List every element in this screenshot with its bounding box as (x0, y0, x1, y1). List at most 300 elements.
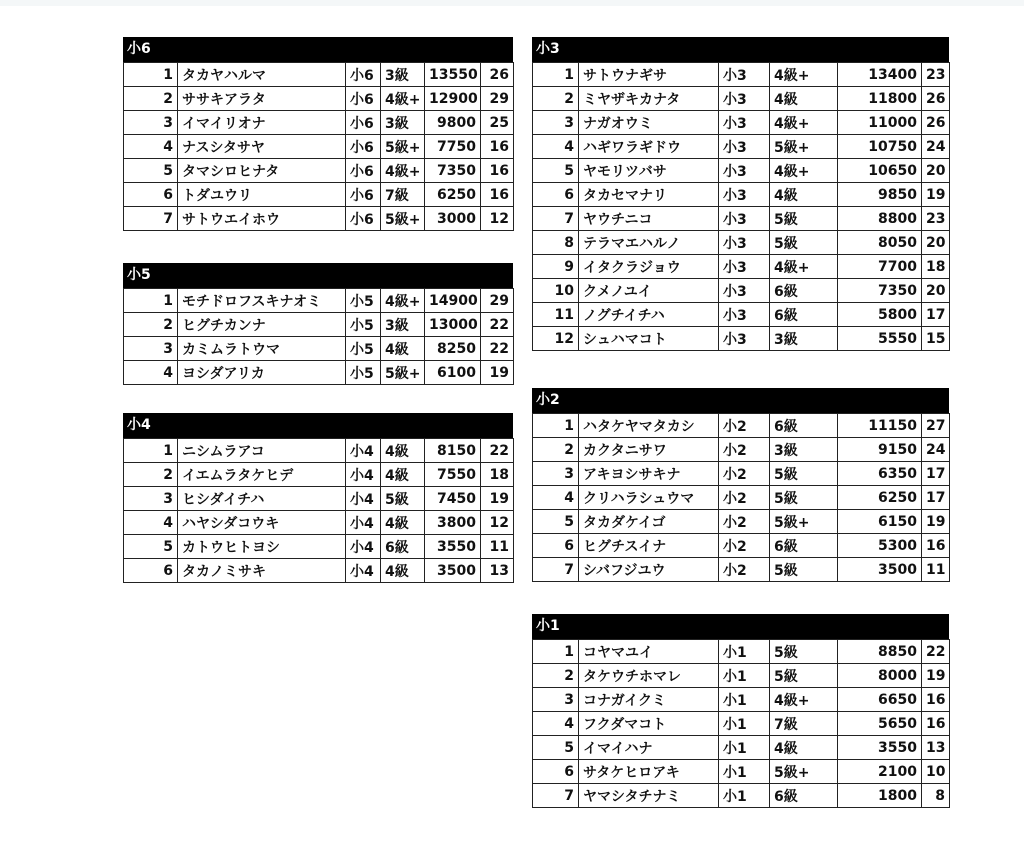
level-cell: 4級+ (381, 87, 425, 111)
score-cell: 13550 (425, 63, 481, 87)
grade-cell: 小3 (719, 255, 770, 279)
count-cell: 13 (922, 736, 950, 760)
count-cell: 16 (922, 534, 950, 558)
group-header: 小5 (123, 263, 513, 288)
grade-cell: 小5 (346, 313, 381, 337)
score-cell: 7750 (425, 135, 481, 159)
count-cell: 20 (922, 279, 950, 303)
rank-cell: 4 (533, 486, 579, 510)
level-cell: 5級+ (770, 510, 838, 534)
grade-cell: 小5 (346, 337, 381, 361)
name-cell: テラマエハルノ (579, 231, 719, 255)
grade-table-g2 (532, 388, 949, 582)
score-cell: 8850 (838, 640, 922, 664)
score-cell: 8000 (838, 664, 922, 688)
level-cell: 4級 (381, 463, 425, 487)
score-cell: 7700 (838, 255, 922, 279)
table-row (533, 327, 950, 351)
name-cell: ヤモリツバサ (579, 159, 719, 183)
level-cell: 4級+ (381, 159, 425, 183)
grade-cell: 小2 (719, 438, 770, 462)
table-row (533, 784, 950, 808)
score-cell: 5800 (838, 303, 922, 327)
grade-cell: 小3 (719, 159, 770, 183)
count-cell: 22 (922, 640, 950, 664)
count-cell: 16 (481, 159, 514, 183)
table-row (124, 207, 514, 231)
grade-cell: 小3 (719, 231, 770, 255)
table-row (124, 135, 514, 159)
rank-cell: 5 (124, 159, 178, 183)
rank-cell: 5 (533, 736, 579, 760)
level-cell: 5級+ (770, 760, 838, 784)
rank-cell: 2 (124, 87, 178, 111)
rank-cell: 4 (124, 361, 178, 385)
rank-cell: 4 (124, 511, 178, 535)
grade-cell: 小3 (719, 63, 770, 87)
count-cell: 25 (481, 111, 514, 135)
count-cell: 19 (922, 183, 950, 207)
level-cell: 6級 (770, 414, 838, 438)
count-cell: 19 (481, 487, 514, 511)
grade-cell: 小3 (719, 87, 770, 111)
name-cell: ハギワラギドウ (579, 135, 719, 159)
level-cell: 6級 (770, 534, 838, 558)
count-cell: 22 (481, 439, 514, 463)
level-cell: 3級 (381, 111, 425, 135)
table-row (124, 487, 514, 511)
rank-cell: 2 (533, 664, 579, 688)
grade-table-g1 (532, 614, 949, 808)
rank-cell: 2 (124, 463, 178, 487)
rank-cell: 4 (533, 712, 579, 736)
grade-cell: 小1 (719, 688, 770, 712)
grade-cell: 小1 (719, 640, 770, 664)
rank-cell: 4 (124, 135, 178, 159)
score-cell: 8250 (425, 337, 481, 361)
rank-cell: 10 (533, 279, 579, 303)
count-cell: 15 (922, 327, 950, 351)
score-cell: 11800 (838, 87, 922, 111)
table-row (533, 534, 950, 558)
rank-cell: 2 (124, 313, 178, 337)
level-cell: 7級 (770, 712, 838, 736)
score-cell: 12900 (425, 87, 481, 111)
rank-cell: 2 (533, 87, 579, 111)
rank-cell: 11 (533, 303, 579, 327)
rank-cell: 5 (533, 159, 579, 183)
score-cell: 8800 (838, 207, 922, 231)
score-cell: 9850 (838, 183, 922, 207)
name-cell: モチドロフスキナオミ (178, 289, 346, 313)
table-row (533, 664, 950, 688)
score-cell: 11000 (838, 111, 922, 135)
grade-cell: 小2 (719, 486, 770, 510)
grade-cell: 小6 (346, 207, 381, 231)
name-cell: クリハラシュウマ (579, 486, 719, 510)
name-cell: サタケヒロアキ (579, 760, 719, 784)
level-cell: 6級 (770, 279, 838, 303)
score-cell: 13000 (425, 313, 481, 337)
name-cell: カミムラトウマ (178, 337, 346, 361)
level-cell: 5級 (770, 231, 838, 255)
table-row (124, 361, 514, 385)
table-row (533, 558, 950, 582)
score-cell: 7450 (425, 487, 481, 511)
grade-cell: 小3 (719, 327, 770, 351)
count-cell: 17 (922, 303, 950, 327)
name-cell: ニシムラアコ (178, 439, 346, 463)
count-cell: 11 (922, 558, 950, 582)
count-cell: 18 (922, 255, 950, 279)
level-cell: 5級 (770, 640, 838, 664)
name-cell: ヤマシタチナミ (579, 784, 719, 808)
count-cell: 26 (922, 111, 950, 135)
name-cell: タカノミサキ (178, 559, 346, 583)
grade-cell: 小3 (719, 303, 770, 327)
name-cell: イエムラタケヒデ (178, 463, 346, 487)
group-header: 小2 (532, 388, 949, 413)
table-row (124, 559, 514, 583)
grade-cell: 小1 (719, 712, 770, 736)
name-cell: シバフジユウ (579, 558, 719, 582)
grade-cell: 小4 (346, 559, 381, 583)
count-cell: 29 (481, 289, 514, 313)
level-cell: 4級+ (770, 255, 838, 279)
name-cell: サトウエイホウ (178, 207, 346, 231)
table-row (124, 313, 514, 337)
level-cell: 5級+ (381, 135, 425, 159)
grade-cell: 小3 (719, 207, 770, 231)
name-cell: トダユウリ (178, 183, 346, 207)
score-cell: 5650 (838, 712, 922, 736)
rank-cell: 6 (533, 183, 579, 207)
score-cell: 5300 (838, 534, 922, 558)
count-cell: 18 (481, 463, 514, 487)
rank-cell: 3 (533, 462, 579, 486)
level-cell: 4級 (770, 183, 838, 207)
grade-cell: 小4 (346, 439, 381, 463)
table-row (124, 337, 514, 361)
name-cell: ヤウチニコ (579, 207, 719, 231)
table-row (533, 111, 950, 135)
name-cell: ナスシタサヤ (178, 135, 346, 159)
group-header: 小6 (123, 37, 513, 62)
score-cell: 3800 (425, 511, 481, 535)
name-cell: コヤマユイ (579, 640, 719, 664)
count-cell: 26 (481, 63, 514, 87)
score-cell: 10650 (838, 159, 922, 183)
level-cell: 5級 (770, 207, 838, 231)
ranking-table (123, 62, 514, 231)
name-cell: アキヨシサキナ (579, 462, 719, 486)
rank-cell: 2 (533, 438, 579, 462)
grade-cell: 小4 (346, 511, 381, 535)
count-cell: 23 (922, 63, 950, 87)
level-cell: 5級 (770, 486, 838, 510)
level-cell: 4級+ (770, 159, 838, 183)
table-row (533, 63, 950, 87)
level-cell: 5級 (381, 487, 425, 511)
rank-cell: 1 (124, 63, 178, 87)
grade-cell: 小6 (346, 111, 381, 135)
rank-cell: 9 (533, 255, 579, 279)
grade-cell: 小2 (719, 414, 770, 438)
grade-cell: 小2 (719, 462, 770, 486)
grade-cell: 小1 (719, 784, 770, 808)
rank-cell: 1 (124, 289, 178, 313)
name-cell: ナガオウミ (579, 111, 719, 135)
rank-cell: 4 (533, 135, 579, 159)
name-cell: タカヤハルマ (178, 63, 346, 87)
score-cell: 8150 (425, 439, 481, 463)
score-cell: 14900 (425, 289, 481, 313)
count-cell: 17 (922, 462, 950, 486)
count-cell: 19 (481, 361, 514, 385)
level-cell: 4級 (381, 439, 425, 463)
rank-cell: 6 (124, 183, 178, 207)
count-cell: 20 (922, 159, 950, 183)
grade-cell: 小5 (346, 361, 381, 385)
name-cell: ハタケヤマタカシ (579, 414, 719, 438)
rank-cell: 3 (124, 487, 178, 511)
ranking-table (532, 639, 950, 808)
group-header: 小1 (532, 614, 949, 639)
name-cell: カクタニサワ (579, 438, 719, 462)
name-cell: ノグチイチハ (579, 303, 719, 327)
grade-cell: 小1 (719, 760, 770, 784)
rank-cell: 6 (533, 760, 579, 784)
count-cell: 27 (922, 414, 950, 438)
table-row (533, 255, 950, 279)
table-row (124, 63, 514, 87)
score-cell: 7550 (425, 463, 481, 487)
level-cell: 3級 (770, 438, 838, 462)
name-cell: タカダケイゴ (579, 510, 719, 534)
table-row (124, 87, 514, 111)
count-cell: 19 (922, 664, 950, 688)
score-cell: 8050 (838, 231, 922, 255)
table-row (124, 535, 514, 559)
count-cell: 26 (922, 87, 950, 111)
score-cell: 13400 (838, 63, 922, 87)
score-cell: 6350 (838, 462, 922, 486)
table-row (124, 511, 514, 535)
name-cell: ヒグチカンナ (178, 313, 346, 337)
rank-cell: 3 (533, 111, 579, 135)
name-cell: ミヤザキカナタ (579, 87, 719, 111)
grade-cell: 小6 (346, 159, 381, 183)
table-row (533, 438, 950, 462)
score-cell: 3500 (838, 558, 922, 582)
grade-cell: 小5 (346, 289, 381, 313)
score-cell: 6650 (838, 688, 922, 712)
level-cell: 4級+ (770, 111, 838, 135)
score-cell: 11150 (838, 414, 922, 438)
level-cell: 4級 (770, 736, 838, 760)
score-cell: 9800 (425, 111, 481, 135)
level-cell: 3級 (770, 327, 838, 351)
table-row (533, 510, 950, 534)
table-row (533, 87, 950, 111)
rank-cell: 3 (124, 111, 178, 135)
grade-cell: 小2 (719, 534, 770, 558)
level-cell: 5級+ (381, 361, 425, 385)
count-cell: 13 (481, 559, 514, 583)
level-cell: 4級+ (381, 289, 425, 313)
table-row (533, 279, 950, 303)
level-cell: 4級+ (770, 688, 838, 712)
level-cell: 4級 (381, 559, 425, 583)
name-cell: ヒシダイチハ (178, 487, 346, 511)
count-cell: 12 (481, 207, 514, 231)
name-cell: イマイハナ (579, 736, 719, 760)
grade-table-g3 (532, 37, 949, 351)
name-cell: ササキアラタ (178, 87, 346, 111)
level-cell: 6級 (381, 535, 425, 559)
score-cell: 6250 (425, 183, 481, 207)
name-cell: タマシロヒナタ (178, 159, 346, 183)
level-cell: 4級 (381, 511, 425, 535)
top-border (0, 0, 1024, 6)
rank-cell: 3 (533, 688, 579, 712)
rank-cell: 12 (533, 327, 579, 351)
table-row (533, 414, 950, 438)
name-cell: ヨシダアリカ (178, 361, 346, 385)
table-row (124, 111, 514, 135)
name-cell: ハヤシダコウキ (178, 511, 346, 535)
rank-cell: 1 (124, 439, 178, 463)
count-cell: 16 (922, 688, 950, 712)
table-row (124, 159, 514, 183)
count-cell: 20 (922, 231, 950, 255)
group-header: 小3 (532, 37, 949, 62)
grade-table-g6 (123, 37, 513, 231)
level-cell: 4級 (770, 87, 838, 111)
table-row (533, 207, 950, 231)
score-cell: 9150 (838, 438, 922, 462)
count-cell: 24 (922, 135, 950, 159)
name-cell: タケウチホマレ (579, 664, 719, 688)
count-cell: 16 (481, 183, 514, 207)
grade-cell: 小2 (719, 510, 770, 534)
grade-cell: 小6 (346, 135, 381, 159)
count-cell: 24 (922, 438, 950, 462)
table-row (533, 231, 950, 255)
score-cell: 2100 (838, 760, 922, 784)
score-cell: 3550 (838, 736, 922, 760)
count-cell: 16 (481, 135, 514, 159)
name-cell: カトウヒトヨシ (178, 535, 346, 559)
rank-cell: 1 (533, 63, 579, 87)
ranking-table (532, 413, 950, 582)
name-cell: ヒグチスイナ (579, 534, 719, 558)
name-cell: イマイリオナ (178, 111, 346, 135)
score-cell: 7350 (838, 279, 922, 303)
grade-cell: 小3 (719, 111, 770, 135)
level-cell: 5級+ (381, 207, 425, 231)
count-cell: 29 (481, 87, 514, 111)
table-row (124, 289, 514, 313)
table-row (533, 303, 950, 327)
table-row (533, 486, 950, 510)
level-cell: 4級+ (770, 63, 838, 87)
ranking-table (532, 62, 950, 351)
score-cell: 3500 (425, 559, 481, 583)
name-cell: サトウナギサ (579, 63, 719, 87)
table-row (533, 135, 950, 159)
score-cell: 3550 (425, 535, 481, 559)
level-cell: 4級 (381, 337, 425, 361)
table-row (533, 688, 950, 712)
grade-cell: 小3 (719, 135, 770, 159)
group-header: 小4 (123, 413, 513, 438)
rank-cell: 6 (533, 534, 579, 558)
name-cell: タカセマナリ (579, 183, 719, 207)
score-cell: 6150 (838, 510, 922, 534)
grade-cell: 小3 (719, 183, 770, 207)
ranking-table (123, 438, 514, 583)
table-row (533, 712, 950, 736)
count-cell: 10 (922, 760, 950, 784)
grade-cell: 小6 (346, 183, 381, 207)
count-cell: 22 (481, 337, 514, 361)
name-cell: イタクラジョウ (579, 255, 719, 279)
grade-cell: 小1 (719, 736, 770, 760)
level-cell: 5級 (770, 664, 838, 688)
table-row (533, 640, 950, 664)
name-cell: クメノユイ (579, 279, 719, 303)
table-row (533, 183, 950, 207)
name-cell: フクダマコト (579, 712, 719, 736)
rank-cell: 5 (533, 510, 579, 534)
score-cell: 3000 (425, 207, 481, 231)
count-cell: 12 (481, 511, 514, 535)
count-cell: 17 (922, 486, 950, 510)
grade-cell: 小6 (346, 87, 381, 111)
grade-cell: 小6 (346, 63, 381, 87)
grade-cell: 小3 (719, 279, 770, 303)
rank-cell: 7 (533, 207, 579, 231)
rank-cell: 7 (124, 207, 178, 231)
table-row (533, 760, 950, 784)
level-cell: 5級 (770, 462, 838, 486)
table-row (533, 736, 950, 760)
score-cell: 1800 (838, 784, 922, 808)
table-row (533, 159, 950, 183)
level-cell: 7級 (381, 183, 425, 207)
table-row (533, 462, 950, 486)
grade-table-g5 (123, 263, 513, 385)
name-cell: シュハマコト (579, 327, 719, 351)
count-cell: 19 (922, 510, 950, 534)
rank-cell: 1 (533, 414, 579, 438)
rank-cell: 5 (124, 535, 178, 559)
table-row (124, 439, 514, 463)
level-cell: 3級 (381, 63, 425, 87)
rank-cell: 1 (533, 640, 579, 664)
count-cell: 8 (922, 784, 950, 808)
rank-cell: 7 (533, 784, 579, 808)
table-row (124, 463, 514, 487)
count-cell: 22 (481, 313, 514, 337)
ranking-table (123, 288, 514, 385)
level-cell: 5級 (770, 558, 838, 582)
rank-cell: 3 (124, 337, 178, 361)
grade-cell: 小4 (346, 487, 381, 511)
level-cell: 3級 (381, 313, 425, 337)
rank-cell: 6 (124, 559, 178, 583)
